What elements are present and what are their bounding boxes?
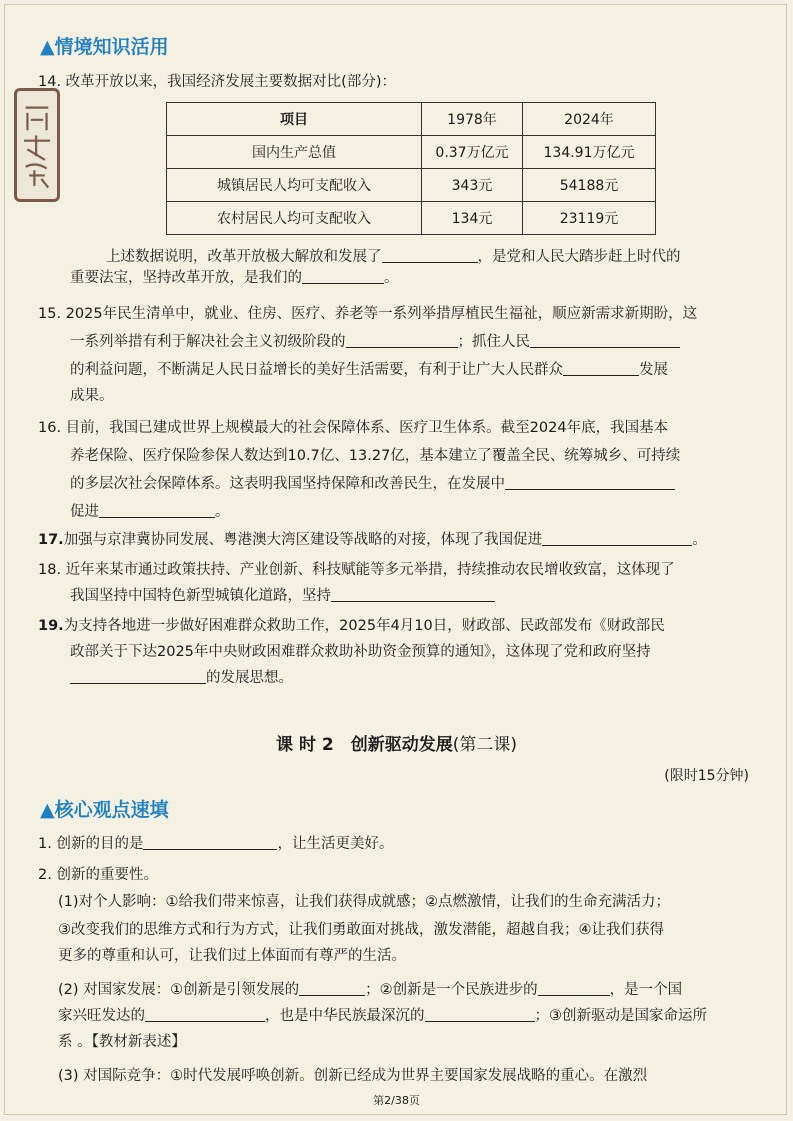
text: 为支持各地进一步做好困难群众救助工作，2025年4月10日，财政部、民政部发布《财政部民: [63, 618, 665, 634]
q17-line: [38, 530, 753, 550]
answer-blank[interactable]: [530, 333, 680, 348]
table-cell: 国内生产总值: [167, 136, 422, 169]
q18-line-2: [70, 586, 753, 606]
answer-blank[interactable]: [143, 835, 277, 850]
q19-line-2: 政部关于下达2025年中央财政困难群众救助补助资金预算的通知》，这体现了党和政府坚持: [70, 644, 651, 660]
table-cell: 134.91万亿元: [523, 136, 656, 169]
core-2-2-line-3: 系 。【教材新表述】: [58, 1034, 186, 1050]
core-2-1-line-2: ③改变我们的思维方式和行为方式，让我们勇敢面对挑战，激发潜能，超越自我；④让我们获得: [58, 922, 664, 938]
answer-blank[interactable]: [99, 503, 215, 518]
lesson-title-main: 课 时 2 创新驱动发展: [276, 735, 453, 755]
q15-line-3: [70, 360, 753, 380]
text: ，让生活更美好。: [277, 836, 394, 852]
page-footer: 第2/38页: [373, 1094, 420, 1107]
table-cell: 0.37万亿元: [422, 136, 523, 169]
text: 。: [692, 532, 707, 548]
q15-line-1: 15. 2025年民生清单中，就业、住房、医疗、养老等一系列举措厚植民生福祉，顺应新需求新期盼，这: [38, 306, 698, 322]
table-header-item: 项目: [167, 103, 422, 136]
text: 。: [384, 270, 399, 286]
table-cell: 城镇居民人均可支配收入: [167, 169, 422, 202]
q15-line-2: [70, 332, 753, 352]
answer-blank[interactable]: [425, 1007, 535, 1022]
text: 一系列举措有利于解决社会主义初级阶段的: [70, 334, 346, 350]
q14-line-1: [106, 247, 753, 267]
text: 家兴旺发达的: [58, 1008, 145, 1024]
q16-line-2: 养老保险、医疗保险参保人数达到10.7亿、13.27亿，基本建立了覆盖全民、统筹城乡、可持续: [70, 448, 681, 464]
answer-blank[interactable]: [346, 333, 458, 348]
table-cell: 23119元: [523, 202, 656, 235]
text: ；③创新驱动是国家命运所: [534, 1008, 707, 1024]
table-row: [167, 136, 656, 169]
core-2-2-line-1: [58, 980, 753, 1000]
lesson-title-sub: (第二课): [452, 735, 517, 755]
q18-line-1: 18. 近年来某市通过政策扶持、产业创新、科技赋能等多元举措，持续推动农民增收致富，这体现了: [38, 562, 675, 578]
core-2-1-line-1: (1)对个人影响：①给我们带来惊喜，让我们获得成就感；②点燃激情，让我们的生命充满活力；: [58, 894, 671, 910]
core-item-2-head: 2. 创新的重要性。: [38, 867, 158, 883]
answer-blank[interactable]: [505, 475, 675, 490]
text: ；②创新是一个民族进步的: [365, 982, 538, 998]
q14-data-table: [166, 102, 656, 235]
table-row: [167, 169, 656, 202]
section-heading-core: ▲核心观点速填: [40, 799, 169, 821]
answer-blank[interactable]: [542, 531, 692, 546]
q16-line-1: 16. 目前，我国已建成世界上规模最大的社会保障体系、医疗卫生体系。截至2024年底，我国基本: [38, 420, 669, 436]
seal-glyph-icon: [17, 91, 57, 199]
seal-stamp: [14, 88, 60, 202]
core-2-2-line-2: [58, 1006, 753, 1026]
text: 重要法宝，坚持改革开放，是我们的: [70, 270, 302, 286]
text: ，是一个国: [609, 982, 683, 998]
answer-blank[interactable]: [331, 587, 495, 602]
q19-line-3: [70, 668, 753, 688]
answer-blank[interactable]: [70, 669, 206, 684]
text: (2) 对国家发展：①创新是引领发展的: [58, 982, 300, 998]
text: 加强与京津冀协同发展、粤港澳大湾区建设等战略的对接，体现了我国促进: [63, 532, 543, 548]
q14-stem: 14. 改革开放以来，我国经济发展主要数据对比(部分)：: [38, 74, 396, 90]
table-header-2024: 2024年: [523, 103, 656, 136]
core-item-1: [38, 834, 753, 854]
text: 的利益问题，不断满足人民日益增长的美好生活需要，有利于让广大人民群众: [70, 362, 563, 378]
lesson-title: [0, 730, 793, 755]
text: 的多层次社会保障体系。这表明我国坚持保障和改善民生，在发展中: [70, 476, 505, 492]
text: 1. 创新的目的是: [38, 836, 144, 852]
text: 发展: [639, 362, 668, 378]
q19-line-1: [38, 616, 753, 636]
core-2-3-line-1: (3) 对国际竞争：①时代发展呼唤创新。创新已经成为世界主要国家发展战略的重心。在激烈: [58, 1068, 648, 1084]
q16-line-4: [70, 502, 753, 522]
text: 的发展思想。: [206, 670, 293, 686]
core-2-1-line-3: 更多的尊重和认可，让我们过上体面而有尊严的生活。: [58, 948, 406, 964]
answer-blank[interactable]: [563, 361, 639, 376]
table-cell: 54188元: [523, 169, 656, 202]
answer-blank[interactable]: [145, 1007, 265, 1022]
text: ；抓住人民: [457, 334, 530, 350]
table-row: [167, 202, 656, 235]
table-cell: 农村居民人均可支配收入: [167, 202, 422, 235]
time-limit: (限时15分钟): [664, 768, 749, 784]
answer-blank[interactable]: [299, 981, 365, 996]
text: 促进: [70, 504, 99, 520]
q14-line-2: [70, 268, 753, 288]
section-heading-context: ▲情境知识活用: [40, 36, 169, 58]
question-number: 19.: [38, 618, 64, 634]
text: 上述数据说明，改革开放极大解放和发展了: [106, 249, 382, 265]
answer-blank[interactable]: [302, 269, 384, 284]
table-header-1978: 1978年: [422, 103, 523, 136]
text: 。: [215, 504, 230, 520]
text: ，是党和人民大踏步赶上时代的: [477, 249, 681, 265]
answer-blank[interactable]: [382, 248, 478, 263]
table-header-row: [167, 103, 656, 136]
table-cell: 134元: [422, 202, 523, 235]
text: ，也是中华民族最深沉的: [265, 1008, 425, 1024]
text: 我国坚持中国特色新型城镇化道路，坚持: [70, 588, 331, 604]
answer-blank[interactable]: [538, 981, 610, 996]
question-number: 17.: [38, 532, 64, 548]
q15-line-4: 成果。: [70, 388, 114, 404]
table-cell: 343元: [422, 169, 523, 202]
q16-line-3: [70, 474, 753, 494]
